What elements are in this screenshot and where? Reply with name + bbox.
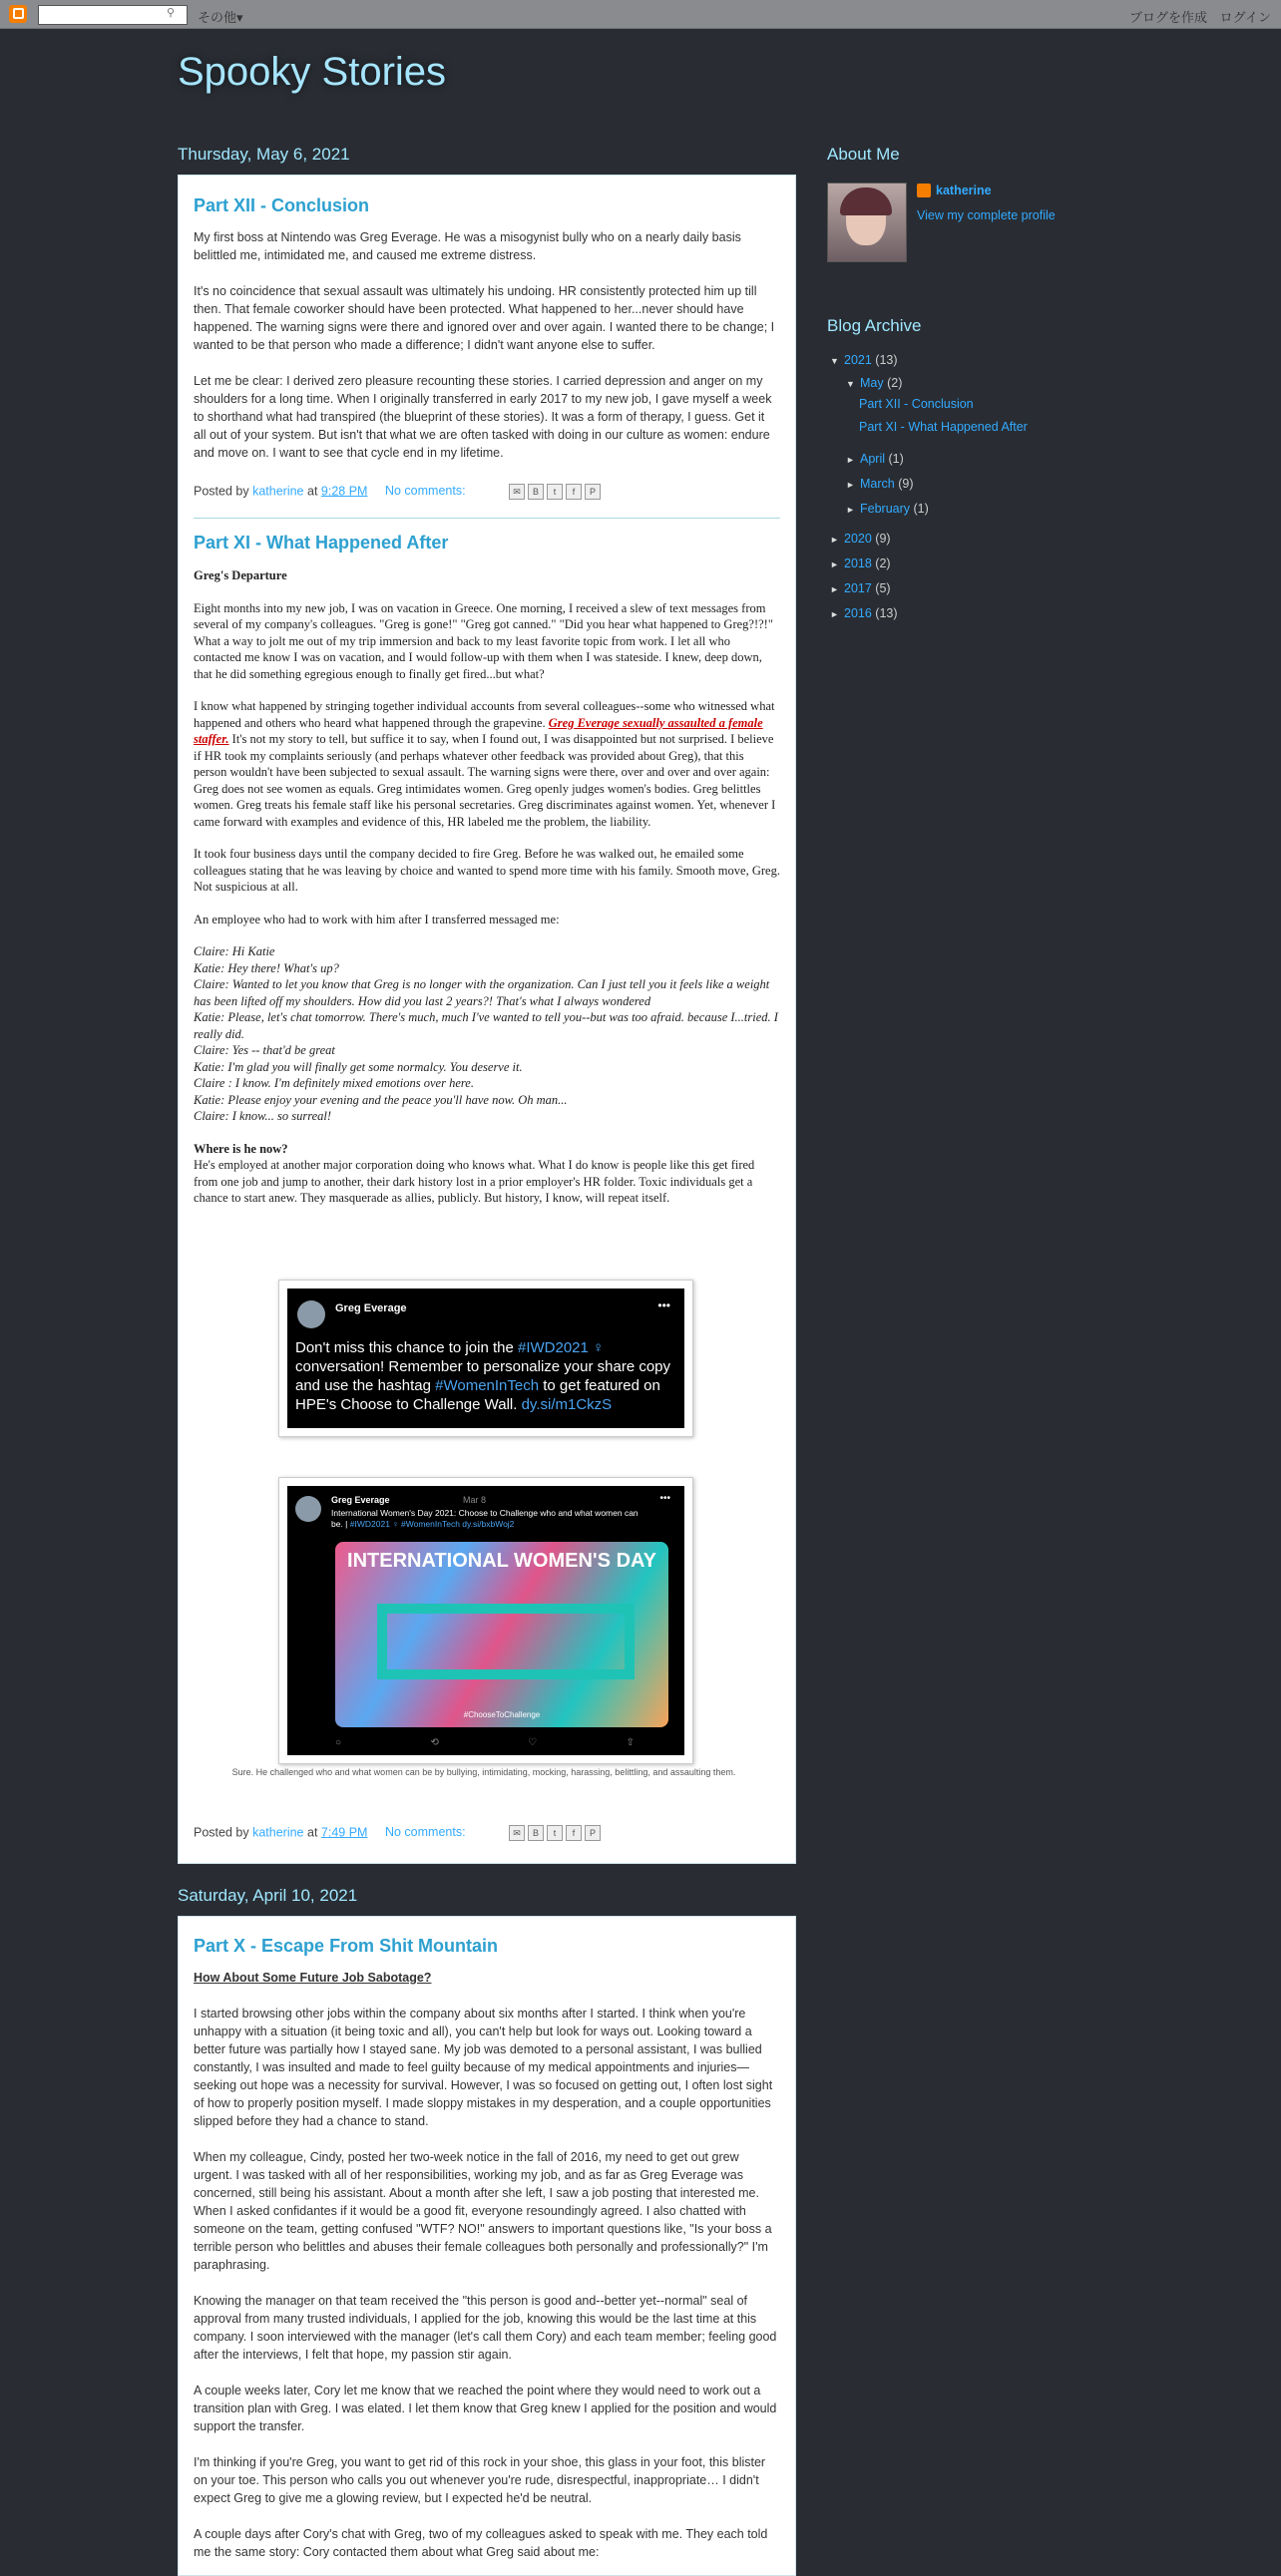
archive-link[interactable]: April (860, 452, 886, 466)
blogthis-share-icon[interactable]: B (528, 1825, 544, 1841)
tweet-text-part: Don't miss this chance to join the (295, 1339, 518, 1356)
archive-post-link[interactable]: Part XII - Conclusion (859, 397, 974, 411)
share-buttons (509, 1825, 604, 1841)
post-paragraph: Eight months into my new job, I was on vacation in Greece. One morning, I received a slew of text messages from several of my company's colleagues. "Greg is gone!" "Greg got canned." "Did you hear what happened to Greg?!?!" What a way to jolt me out of my trip immersion and back to my least favorite topic from work. I let all who contacted me know I was on vacation, and I would follow-up with them when I was stateside. I knew, deep down, that he did something egregious enough to finally get fired...but what? (194, 600, 773, 681)
email-share-icon[interactable]: ✉ (509, 484, 525, 500)
comments-link[interactable]: No comments: (384, 1825, 466, 1840)
post-footer (194, 484, 780, 500)
tweet-text-part: International Women's Day 2021: Choose to Challenge who and what women can be. | (331, 1508, 639, 1529)
archive-post-item[interactable] (859, 420, 1028, 434)
author-link[interactable]: katherine (252, 484, 304, 499)
archive-count: (5) (875, 581, 891, 595)
archive-link[interactable]: 2021 (844, 353, 872, 367)
section-subhead: Where is he now? (194, 1141, 288, 1156)
archive-month-april[interactable] (846, 452, 904, 466)
date-header: Thursday, May 6, 2021 (178, 145, 350, 164)
chat-line: Katie: I'm glad you will finally get some normalcy. You deserve it. (194, 1059, 523, 1074)
archive-year-2021[interactable] (830, 353, 898, 367)
iwd-banner-image (335, 1542, 668, 1727)
pinterest-share-icon[interactable]: P (585, 484, 601, 500)
archive-count: (13) (875, 606, 898, 620)
avatar (297, 1300, 325, 1328)
chat-line: Katie: Please enjoy your evening and the peace you'll have now. Oh man... (194, 1092, 568, 1107)
collapse-icon[interactable]: ▼ (830, 356, 839, 366)
post-paragraph: I started browsing other jobs within the company about six months after I started. I think when you're unhappy with a situation (it being toxic and all), you can't help but look for ways out. Looking toward a better future was partially how I stayed sane. My job was demoted to a personal assistant, I was bullied constantly, I was insulted and made to feel guilty because of my medical appointments and injuries—seeking out hope was a necessity for survival. However, I was so focused on getting out, I often lost sight of how to properly position myself. I made sloppy mistakes in my desperation, and a couple opportunities slipped before they had a chance to stand. (194, 2007, 773, 2128)
tweet-author: Greg Everage (331, 1495, 390, 1505)
section-subhead: How About Some Future Job Sabotage? (194, 1971, 432, 1985)
post-title[interactable]: Part XI - What Happened After (194, 533, 449, 552)
post-paragraph (194, 698, 780, 830)
chat-line: Claire: Hi Katie (194, 944, 275, 958)
share-buttons (509, 484, 604, 500)
post-card (178, 1916, 796, 2576)
profile-photo[interactable] (827, 183, 907, 262)
expand-icon[interactable]: ► (846, 455, 855, 465)
blogger-logo-icon[interactable] (9, 5, 27, 23)
blog-title[interactable]: Spooky Stories (178, 50, 447, 94)
post-footer (194, 1825, 604, 1841)
archive-count: (1) (888, 452, 904, 466)
post-paragraph: An employee who had to work with him after I transferred messaged me: (194, 912, 560, 926)
expand-icon[interactable]: ► (830, 584, 839, 594)
post-paragraph: A couple days after Cory's chat with Greg, two of my colleagues asked to speak with me. They each told me the same story: Cory contacted them about what Greg said about me: (194, 2527, 768, 2559)
venus-icon: ♀ (593, 1339, 605, 1356)
email-share-icon[interactable]: ✉ (509, 1825, 525, 1841)
post-paragraph: It's no coincidence that sexual assault was ultimately his undoing. HR consistently protected him up till then. That female coworker should have been protected. What happened to her...never should have happened. The warning signs were there and ignored over and over again. I wanted there to be change; I wanted to be that person who made a difference; I didn't want anyone else to suffer. (194, 284, 775, 352)
assault-highlight-link[interactable]: Greg Everage sexually assaulted a female staffer. (194, 715, 763, 746)
image-caption: Sure. He challenged who and what women can be by bullying, intimidating, mocking, harassing, belittling, and assaulting them. (231, 1767, 736, 1777)
facebook-share-icon[interactable]: f (566, 484, 582, 500)
post-paragraph-text: It's not my story to tell, but suffice it to say, when I found out, I was disappointed but not surprised. I believe if HR took my complaints seriously (and perhaps whatever other feedback was provided about Greg), that this person wouldn't have been subjected to sexual assault. The warning signs were there, over and over and over again: Greg does not see women as equals. Greg intimidates women. Greg openly judges women's bodies. Greg belittles women. Greg treats his female staff like his personal secretaries. Greg discriminates against women. Yet, whenever I came forward with examples and evidence of this, HR labeled me the problem, the liability. (194, 732, 776, 829)
view-profile-link[interactable]: View my complete profile (917, 208, 1056, 222)
expand-icon[interactable]: ► (830, 559, 839, 569)
about-me-heading: About Me (827, 145, 900, 164)
expand-icon[interactable]: ► (846, 480, 855, 490)
archive-year-2020[interactable] (830, 532, 891, 546)
post-paragraph: Let me be clear: I derived zero pleasure recounting these stories. I carried depression and anger on my shoulders for a long time. When I originally transferred in early 2017 to my new job, I gave myself a week to shorthand what had transpired (the blueprint of these stories). It was a form of therapy, I guess. Get it all out of your system. But isn't that what we are often tasked with doing in our culture as women: endure and move on. I want to see that cycle end in my lifetime. (194, 374, 772, 460)
top-navbar (0, 0, 1281, 29)
archive-count: (13) (875, 353, 898, 367)
chat-line: Claire: Wanted to let you know that Greg is no longer with the organization. Can I just tell you it feels like a weight has been lifted off my shoulders. How did you last 2 years?! That's what I always wondered (194, 977, 770, 1008)
post-paragraph: My first boss at Nintendo was Greg Everage. He was a misogynist bully who on a nearly daily basis belittled me, intimidated me, and caused me extreme distress. (194, 230, 741, 262)
like-icon: ♡ (528, 1737, 538, 1748)
at-label: at (307, 1825, 318, 1840)
banner-title: INTERNATIONAL WOMEN'S DAY (347, 1550, 656, 1572)
post-time-link[interactable]: 9:28 PM (320, 484, 368, 499)
twitter-share-icon[interactable]: t (547, 1825, 563, 1841)
archive-post-item[interactable] (859, 397, 974, 411)
more-options-icon: ••• (659, 1493, 670, 1504)
hair-shape (840, 187, 892, 215)
expand-icon[interactable]: ► (830, 535, 839, 545)
post-title[interactable]: Part XII - Conclusion (194, 195, 370, 215)
search-icon[interactable]: ⚲ (166, 7, 176, 19)
blogthis-share-icon[interactable]: B (528, 484, 544, 500)
blog-archive-heading: Blog Archive (827, 316, 922, 335)
login-link[interactable]: ログイン (1219, 10, 1271, 25)
archive-month-may[interactable] (846, 376, 902, 390)
posted-by-label: Posted by (194, 1825, 249, 1840)
retweet-icon: ⟲ (430, 1737, 439, 1748)
archive-link[interactable]: May (860, 376, 884, 390)
expand-icon[interactable]: ► (846, 505, 855, 515)
archive-link[interactable]: 2020 (844, 532, 872, 546)
tweet-screenshot (287, 1486, 684, 1755)
tweet-actions (335, 1737, 635, 1748)
archive-year-2017[interactable] (830, 581, 891, 595)
facebook-share-icon[interactable]: f (566, 1825, 582, 1841)
archive-count: (9) (898, 477, 914, 491)
at-label: at (307, 484, 318, 499)
create-blog-link[interactable]: ブログを作成 (1128, 10, 1207, 25)
more-options-icon: ••• (657, 1298, 670, 1312)
archive-link[interactable]: 2016 (844, 606, 872, 620)
archive-month-march[interactable] (846, 477, 914, 491)
expand-icon[interactable]: ► (830, 609, 839, 619)
posted-by-label: Posted by (194, 484, 249, 499)
twitter-share-icon[interactable]: t (547, 484, 563, 500)
pinterest-share-icon[interactable]: P (585, 1825, 601, 1841)
blogger-profile-icon (917, 184, 931, 197)
share-icon: ⇧ (626, 1737, 635, 1748)
archive-count: (1) (913, 502, 929, 516)
post-paragraph: When my colleague, Cindy, posted her two-week notice in the fall of 2016, my need to get out grew urgent. I was tasked with all of her responsibilities, working my job, and as far as Greg Everage was concerned, still being his assistant. About a month after she left, I saw a job posting that interested me. When I asked confidantes if it would be a good fit, everyone resoundingly agreed. I also chatted with someone on the team, getting confused "WTF? NO!" answers to important questions like, "Is your boss a terrible person who belittles and abuses their female colleagues both personally and professionally?" I'm paraphrasing. (194, 2150, 772, 2272)
section-subhead: Greg's Departure (194, 568, 287, 582)
archive-month-february[interactable] (846, 502, 929, 516)
banner-hashtag: #ChooseToChallenge (463, 1710, 541, 1719)
post-paragraph: Knowing the manager on that team received the "this person is good and--better yet--normal" seal of approval from many trusted individuals, I applied for the job, knowing this would be the last time at this company. I soon interviewed with the manager (let's call them Cory) and each team member; feeling good after the interviews, I felt that hope, my passion stir again. (194, 2294, 777, 2362)
archive-year-2016[interactable] (830, 606, 898, 620)
hashtag: #IWD2021 ♀ #WomenInTech dy.si/bxbWoj2 (349, 1519, 515, 1529)
hpe-logo-rectangle (377, 1604, 635, 1679)
chat-line: Claire: I know... so surreal! (194, 1109, 332, 1123)
archive-link[interactable]: March (860, 477, 895, 491)
post-paragraph: A couple weeks later, Cory let me know that we reached the point where they would need to work out a transition plan with Greg. I was elated. I let them know that Greg knew I applied for the position and would support the transfer. (194, 2384, 777, 2433)
chat-line: Claire: Yes -- that'd be great (194, 1043, 335, 1057)
avatar (295, 1496, 321, 1522)
chat-line: Katie: Please, let's chat tomorrow. There's much, much I've wanted to tell you--but was too afraid. because I...tried. I really did. (194, 1010, 778, 1041)
tweet-image-frame[interactable] (278, 1477, 693, 1764)
archive-link[interactable]: 2018 (844, 556, 872, 570)
tweet-text-part: conversation! Remember to personalize your share copy and use the hashtag (295, 1358, 671, 1394)
archive-post-link[interactable]: Part XI - What Happened After (859, 420, 1028, 434)
hashtag: #WomenInTech (435, 1377, 540, 1394)
archive-year-2018[interactable] (830, 556, 891, 570)
post-paragraph: He's employed at another major corporation doing who knows what. What I do know is people like this get fired from one job and jump to another, their dark history lost in a prior employer's HR folder. Toxic individuals get a chance to start anew. They masquerade as allies, publicly. But history, I know, will repeat itself. (194, 1158, 755, 1205)
more-menu[interactable]: その他▾ (198, 10, 243, 25)
archive-link[interactable]: 2017 (844, 581, 872, 595)
chat-transcript (194, 943, 780, 1125)
post-title[interactable]: Part X - Escape From Shit Mountain (194, 1936, 499, 1956)
tweet-author: Greg Everage (335, 1302, 407, 1314)
post-time-link[interactable]: 7:49 PM (320, 1825, 368, 1840)
tweet-link: dy.si/m1CkzS (521, 1396, 613, 1413)
date-header: Saturday, April 10, 2021 (178, 1886, 358, 1905)
archive-count: (2) (887, 376, 903, 390)
tweet-text-part: to get featured on HPE's Choose to Challenge Wall. (295, 1377, 660, 1413)
post-paragraph: It took four business days until the company decided to fire Greg. Before he was walked out, he emailed some colleagues stating that he was leaving by choice and wanted to spend more time with his family. Smooth move, Greg. Not suspicious at all. (194, 847, 780, 894)
chat-line: Claire : I know. I'm definitely mixed emotions over here. (194, 1076, 474, 1090)
tweet-text (295, 1338, 678, 1414)
post-divider (194, 518, 780, 519)
post-paragraph-text: I know what happened by stringing together individual accounts from several colleagues--some who witnessed what happened and others who heard what happened through the grapevine. (194, 699, 775, 730)
archive-link[interactable]: February (860, 502, 911, 516)
tweet-text (331, 1508, 650, 1530)
post-paragraph: I'm thinking if you're Greg, you want to get rid of this rock in your shoe, this glass in your foot, this blister on your toe. This person who calls you out whenever you're rude, disrespectful, inappropriate… I didn't expect Greg to give me a glowing review, but I expected he'd be neutral. (194, 2455, 766, 2505)
tweet-date: Mar 8 (463, 1495, 487, 1505)
tweet-screenshot (287, 1288, 684, 1428)
archive-count: (9) (875, 532, 891, 546)
tweet-image-frame[interactable] (278, 1280, 693, 1437)
hashtag: #IWD2021 (517, 1339, 589, 1356)
reply-icon: ○ (335, 1737, 342, 1748)
archive-count: (2) (875, 556, 891, 570)
comments-link[interactable]: No comments: (384, 484, 466, 499)
profile-name-link[interactable]: katherine (936, 184, 992, 197)
collapse-icon[interactable]: ▼ (846, 379, 855, 389)
author-link[interactable]: katherine (252, 1825, 304, 1840)
chat-line: Katie: Hey there! What's up? (194, 960, 339, 975)
